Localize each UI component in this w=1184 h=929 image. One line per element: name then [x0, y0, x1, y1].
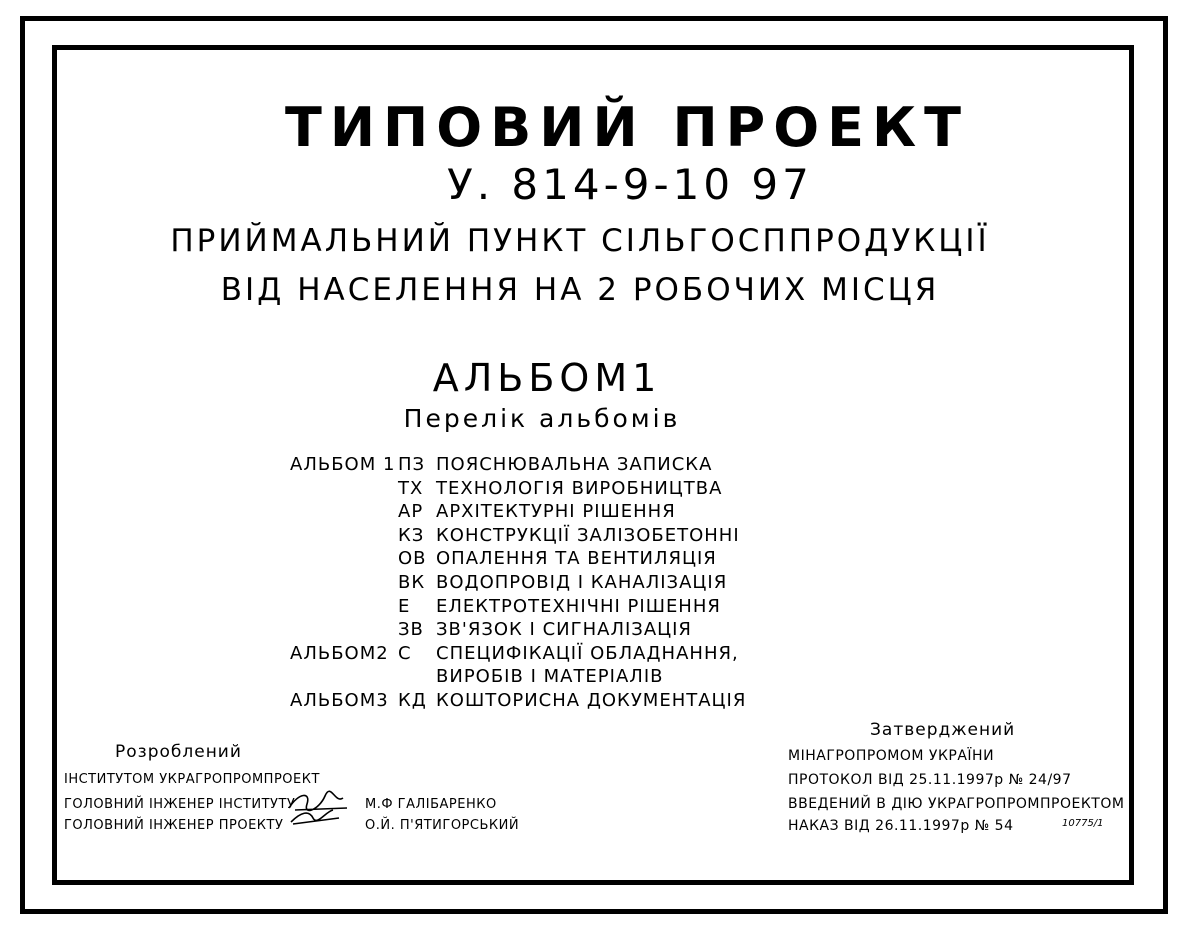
chief-engineer-project-name: О.Й. П'ЯТИГОРСЬКИЙ [365, 818, 520, 833]
section-code: КД [398, 689, 427, 711]
developed-institute: ІНСТИТУТОМ УКРАГРОПРОМПРОЕКТ [64, 772, 320, 787]
section-title: ЕЛЕКТРОТЕХНІЧНІ РІШЕННЯ [436, 595, 721, 617]
section-title: КОНСТРУКЦІЇ ЗАЛІЗОБЕТОННІ [436, 524, 740, 546]
list-item [290, 618, 746, 642]
section-code: ОВ [398, 548, 427, 570]
section-title: АРХІТЕКТУРНІ РІШЕННЯ [436, 501, 676, 523]
section-title: ПОЯСНЮВАЛЬНА ЗАПИСКА [436, 454, 713, 475]
list-item [290, 642, 746, 666]
list-item [290, 524, 746, 548]
subtitle-line-2: ВІД НАСЕЛЕННЯ НА 2 РОБОЧИХ МІСЦЯ [220, 272, 940, 308]
album-name [290, 477, 398, 501]
approved-protocol: ПРОТОКОЛ ВІД 25.11.1997р № 24/97 [788, 772, 1072, 788]
section-title: ВОДОПРОВІД І КАНАЛІЗАЦІЯ [436, 571, 728, 593]
list-item [290, 571, 746, 595]
album-name [290, 500, 398, 524]
album-name [290, 618, 398, 642]
section-title: ОПАЛЕННЯ ТА ВЕНТИЛЯЦІЯ [436, 548, 717, 570]
list-item [290, 665, 746, 689]
approved-heading: Затверджений [870, 720, 1016, 740]
album-name [290, 665, 398, 689]
section-code: КЗ [398, 524, 425, 546]
section-code: ВК [398, 571, 426, 593]
section-code: АР [398, 501, 424, 523]
album-name: АЛЬБОМ3 [290, 689, 389, 711]
list-item [290, 477, 746, 501]
approved-order: НАКАЗ ВІД 26.11.1997р № 54 [788, 818, 1014, 834]
chief-engineer-project-label: ГОЛОВНИЙ ІНЖЕНЕР ПРОЕКТУ [64, 818, 284, 833]
page-title: ТИПОВИЙ ПРОЕКТ [284, 96, 969, 159]
section-code [398, 665, 436, 689]
album-name [290, 524, 398, 548]
section-title: ТЕХНОЛОГІЯ ВИРОБНИЦТВА [436, 477, 723, 499]
album-list [290, 453, 746, 713]
subtitle-line-1: ПРИЙМАЛЬНИЙ ПУНКТ СІЛЬГОСППРОДУКЦІЇ [170, 223, 990, 259]
list-item [290, 453, 746, 477]
section-code: ТХ [398, 477, 424, 499]
chief-engineer-institute-label: ГОЛОВНИЙ ІНЖЕНЕР ІНСТИТУТУ [64, 797, 296, 812]
section-code: С [398, 642, 412, 664]
album-name [290, 547, 398, 571]
album-name: АЛЬБОМ 1 [290, 454, 396, 475]
section-title: ЗВ'ЯЗОК І СИГНАЛІЗАЦІЯ [436, 619, 692, 641]
list-item [290, 595, 746, 619]
section-code: Е [398, 595, 411, 617]
chief-engineer-institute-name: М.Ф ГАЛІБАРЕНКО [365, 797, 497, 812]
list-item [290, 689, 746, 713]
album-name [290, 595, 398, 619]
section-code: ЗВ [398, 619, 424, 641]
album-name: АЛЬБОМ2 [290, 642, 389, 664]
section-code: ПЗ [398, 454, 426, 475]
album-name [290, 571, 398, 595]
signature-icon [285, 786, 355, 826]
section-title: ВИРОБІВ І МАТЕРІАЛІВ [436, 666, 664, 688]
section-title: СПЕЦИФІКАЦІЇ ОБЛАДНАННЯ, [436, 642, 739, 664]
stamp-number: 10775/1 [1062, 818, 1104, 829]
list-item [290, 547, 746, 571]
approved-introduced: ВВЕДЕНИЙ В ДІЮ УКРАГРОПРОМПРОЕКТОМ [788, 796, 1125, 812]
album-title: АЛЬБОМ1 [432, 356, 662, 400]
approved-ministry: МІНАГРОПРОМОМ УКРАЇНИ [788, 748, 995, 764]
list-item [290, 500, 746, 524]
section-title: КОШТОРИСНА ДОКУМЕНТАЦІЯ [436, 689, 747, 711]
developed-heading: Розроблений [115, 742, 242, 762]
project-code: У. 814-9-10 97 [447, 160, 813, 209]
album-list-title: Перелік альбомів [403, 404, 681, 433]
